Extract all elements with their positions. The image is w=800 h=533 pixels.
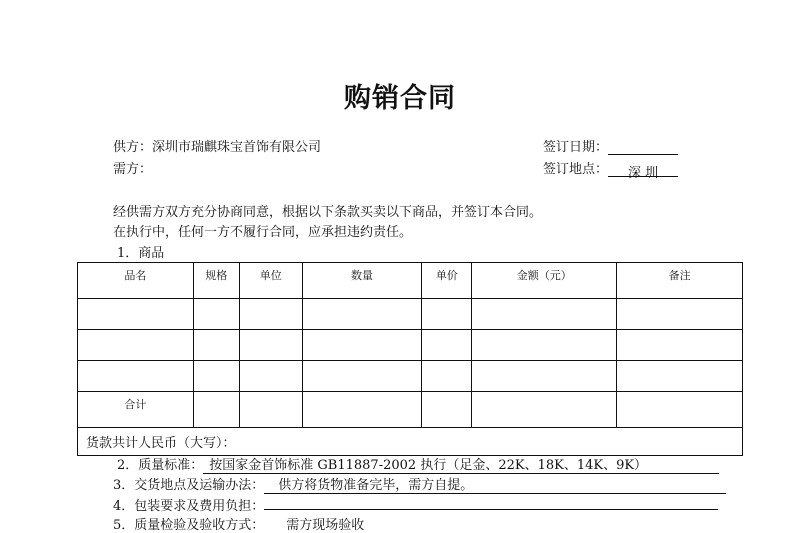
supplier-value: 深圳市瑞麒珠宝首饰有限公司 bbox=[152, 140, 322, 155]
column-header: 品名 bbox=[78, 263, 194, 299]
table-cell bbox=[239, 299, 302, 330]
column-header: 单位 bbox=[239, 263, 302, 299]
sign-date-line bbox=[543, 136, 678, 155]
table-cell bbox=[78, 299, 194, 330]
table-row bbox=[78, 299, 743, 330]
clause-label: 3．交货地点及运输办法： bbox=[113, 478, 265, 493]
table-cell bbox=[617, 392, 743, 428]
intro-line-1: 经供需方双方充分协商同意，根据以下条款买卖以下商品，并签订本合同。 bbox=[113, 205, 543, 220]
column-header: 规格 bbox=[193, 263, 239, 299]
table-cell bbox=[302, 299, 422, 330]
table-cell bbox=[422, 361, 472, 392]
sign-date-value bbox=[608, 140, 678, 155]
table-cell bbox=[472, 361, 617, 392]
table-total-row bbox=[78, 428, 743, 456]
table-cell bbox=[422, 299, 472, 330]
sign-date-label: 签订日期： bbox=[543, 140, 609, 155]
contract-title: 购销合同 bbox=[344, 83, 456, 114]
buyer-label: 需方： bbox=[113, 162, 153, 177]
intro-line-2: 在执行中，任何一方不履行合同，应承担违约责任。 bbox=[113, 225, 413, 240]
table-row bbox=[78, 330, 743, 361]
column-header: 数量 bbox=[302, 263, 422, 299]
table-cell bbox=[78, 361, 194, 392]
supplier-line bbox=[113, 136, 321, 155]
clause-label: 4．包装要求及费用负担： bbox=[113, 499, 265, 514]
table-header-row bbox=[78, 263, 743, 299]
clause-label: 2．质量标准： bbox=[117, 458, 204, 473]
table-cell bbox=[78, 330, 194, 361]
table-cell bbox=[239, 392, 302, 428]
table-cell bbox=[239, 330, 302, 361]
table-cell bbox=[617, 361, 743, 392]
column-header: 金额（元） bbox=[472, 263, 617, 299]
table-cell bbox=[302, 330, 422, 361]
clause-value bbox=[264, 494, 718, 510]
clause-inspection bbox=[113, 514, 364, 533]
table-cell bbox=[472, 299, 617, 330]
clause-value: 按国家金首饰标准 GB11887-2002 执行（足金、22K、18K、14K、9K） bbox=[203, 454, 719, 474]
column-header: 备注 bbox=[617, 263, 743, 299]
sum-label: 合计 bbox=[78, 392, 194, 428]
supplier-label: 供方： bbox=[113, 140, 153, 155]
buyer-line bbox=[113, 158, 152, 177]
clause-delivery bbox=[113, 474, 726, 494]
sign-place-label: 签订地点： bbox=[543, 162, 609, 177]
table-sum-row bbox=[78, 392, 743, 428]
clause-packaging bbox=[113, 494, 718, 514]
column-header: 单价 bbox=[422, 263, 472, 299]
table-cell bbox=[422, 392, 472, 428]
table-cell bbox=[193, 299, 239, 330]
clause-value: 供方将货物准备完毕，需方自提。 bbox=[264, 474, 726, 494]
goods-table bbox=[77, 262, 743, 456]
table-cell bbox=[193, 392, 239, 428]
table-cell bbox=[193, 330, 239, 361]
table-cell bbox=[472, 392, 617, 428]
sign-place-line bbox=[543, 158, 678, 181]
section-1-heading: 1．商品 bbox=[117, 246, 165, 261]
clause-label: 5．质量检验及验收方式： bbox=[113, 518, 265, 533]
clause-quality bbox=[117, 454, 719, 474]
table-cell bbox=[302, 361, 422, 392]
sign-place-value: 深 圳 bbox=[608, 162, 678, 177]
table-cell bbox=[617, 299, 743, 330]
table-row bbox=[78, 361, 743, 392]
clause-value: 需方现场验收 bbox=[286, 518, 365, 533]
total-amount-label: 货款共计人民币（大写）： bbox=[78, 428, 743, 456]
table-cell bbox=[422, 330, 472, 361]
table-cell bbox=[239, 361, 302, 392]
table-cell bbox=[472, 330, 617, 361]
table-cell bbox=[617, 330, 743, 361]
table-cell bbox=[193, 361, 239, 392]
table-cell bbox=[302, 392, 422, 428]
